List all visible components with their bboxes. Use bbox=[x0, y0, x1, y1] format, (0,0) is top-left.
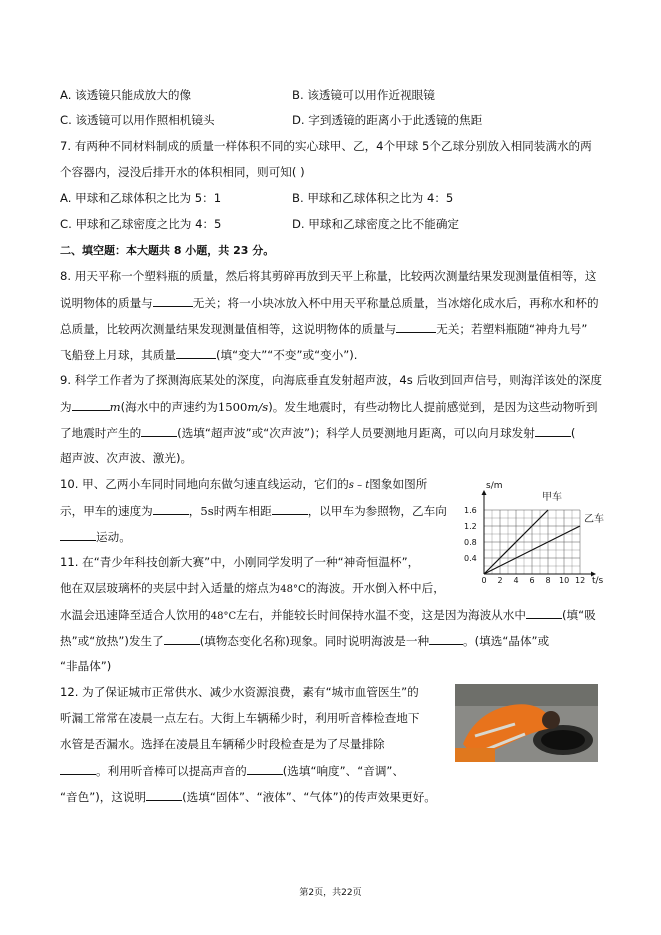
answer-blank[interactable] bbox=[164, 633, 200, 645]
melting-point: 48°C bbox=[280, 584, 306, 595]
q11-text: 左右，并能较长时间保持水温不变，这是因为海波从水中 bbox=[236, 608, 526, 622]
q9-line2 bbox=[60, 399, 597, 415]
q9-line4: 超声波、次声波、激光)。 bbox=[60, 451, 193, 465]
q11-text: (填“吸 bbox=[561, 608, 596, 622]
y-tick-label: 0.8 bbox=[464, 538, 477, 547]
q10-text: 10. 甲、乙两小车同时同地向东做匀速直线运动，它们的 bbox=[60, 477, 349, 491]
q10-text: 时两车相距 bbox=[213, 504, 272, 518]
series-label: 甲车 bbox=[542, 492, 562, 503]
answer-blank[interactable] bbox=[141, 425, 177, 437]
q8-text: 飞船登上月球，其质量 bbox=[60, 348, 176, 362]
q8-text: 总质量，比较两次测量结果发现测量值相等，这说明物体的质量与 bbox=[60, 322, 397, 336]
answer-blank[interactable] bbox=[396, 321, 436, 333]
q6-option-a: A. 该透镜只能成放大的像 bbox=[60, 88, 192, 102]
q12-text: 。利用听音棒可以提高声音的 bbox=[96, 764, 247, 778]
q9-line3 bbox=[60, 425, 575, 441]
x-tick-label: 12 bbox=[575, 576, 586, 585]
answer-blank[interactable] bbox=[272, 503, 308, 515]
q12-text: (选填“固体”、“液体”、“气体”)的传声效果更好。 bbox=[182, 790, 436, 804]
q6-option-b: B. 该透镜可以用作近视眼镜 bbox=[292, 88, 435, 102]
answer-blank[interactable] bbox=[153, 295, 193, 307]
q12-line1: 12. 为了保证城市正常供水、减少水资源浪费，素有“城市血管医生”的 bbox=[60, 685, 419, 699]
q8-text: 说明物体的质量与 bbox=[60, 296, 153, 310]
answer-blank[interactable] bbox=[60, 529, 96, 541]
q8-line3 bbox=[60, 321, 587, 337]
q9-text: (选填“超声波”或“次声波”)；科学人员要测地月距离，可以向月球发射 bbox=[177, 426, 535, 440]
q9-text: (海水中的声速约为 bbox=[120, 400, 218, 414]
st-symbol: s – t bbox=[348, 480, 370, 491]
q9-text: 了地震时产生的 bbox=[60, 426, 142, 440]
q12-line5 bbox=[60, 789, 436, 805]
q7-option-c: C. 甲球和乙球密度之比为 4：5 bbox=[60, 217, 222, 231]
q11-line2 bbox=[60, 581, 445, 597]
q6-option-c: C. 该透镜可以用作照相机镜头 bbox=[60, 113, 215, 127]
q10-text: ，以甲车为参照物，乙车向 bbox=[307, 504, 447, 518]
q10-text: 示，甲车的速度为 bbox=[60, 504, 153, 518]
answer-blank[interactable] bbox=[526, 607, 562, 619]
answer-blank[interactable] bbox=[176, 347, 216, 359]
answer-blank[interactable] bbox=[146, 789, 182, 801]
speed-unit: m/s bbox=[247, 400, 269, 414]
q9-line1: 9. 科学工作者为了探测海底某处的深度，向海底垂直发射超声波，4s 后收到回声信号，则海洋该处的深度 bbox=[60, 373, 602, 387]
x-tick-label: 0 bbox=[481, 576, 487, 585]
q9-text: 为 bbox=[60, 400, 72, 414]
q10-line2 bbox=[60, 503, 447, 519]
q8-line2 bbox=[60, 295, 599, 311]
q8-line1: 8. 用天平称一个塑料瓶的质量，然后将其剪碎再放到天平上称量，比较两次测量结果发现测量值相等，这 bbox=[60, 269, 597, 283]
q10-text: 图象如图所 bbox=[369, 477, 428, 491]
y-axis-label: s/m bbox=[486, 481, 503, 491]
unit-m: m bbox=[109, 400, 121, 414]
answer-blank[interactable] bbox=[72, 399, 110, 411]
q10-line1 bbox=[60, 477, 427, 493]
time-value: 5s bbox=[200, 504, 214, 518]
q8-text: 无关；若塑料瓶随“神舟九号” bbox=[436, 322, 588, 336]
st-graph bbox=[458, 476, 608, 586]
q10-line3 bbox=[60, 529, 131, 545]
x-tick-label: 2 bbox=[497, 576, 503, 585]
q11-line5: “非晶体”) bbox=[60, 659, 112, 673]
q12-line4 bbox=[60, 763, 404, 779]
q12-line3: 水管是否漏水。选择在凌晨且车辆稀少时段检查是为了尽量排除 bbox=[60, 737, 385, 751]
q8-line4 bbox=[60, 347, 357, 363]
y-tick-label: 1.6 bbox=[464, 506, 477, 515]
q11-line4 bbox=[60, 633, 549, 649]
q11-line3 bbox=[60, 607, 596, 624]
answer-blank[interactable] bbox=[153, 503, 189, 515]
q8-text: 无关；将一小块冰放入杯中用天平称量总质量，当冰熔化成水后，再称水和杯的 bbox=[192, 296, 599, 310]
leak-detector-photo bbox=[455, 684, 598, 762]
x-tick-label: 8 bbox=[545, 576, 551, 585]
q11-text: 水温会迅速降至适合人饮用的 bbox=[60, 608, 211, 622]
x-tick-label: 6 bbox=[529, 576, 535, 585]
q10-text: 运动。 bbox=[96, 530, 131, 544]
speed-value: 1500 bbox=[217, 400, 248, 414]
q11-text: 。(填选“晶体”或 bbox=[463, 634, 550, 648]
q8-text: (填“变大”“不变”或“变小”). bbox=[215, 348, 358, 362]
q12-text: “音色”)，这说明 bbox=[60, 790, 147, 804]
q7-option-b: B. 甲球和乙球体积之比为 4：5 bbox=[292, 191, 454, 205]
section-title: 二、填空题：本大题共 8 小题，共 23 分。 bbox=[60, 244, 275, 257]
q9-text: ( bbox=[570, 426, 576, 440]
q10-text: ， bbox=[188, 504, 201, 518]
answer-blank[interactable] bbox=[535, 425, 571, 437]
x-axis-label: t/s bbox=[592, 576, 604, 586]
q7-line2: 个容器内，浸没后排开水的体积相同，则可知( ) bbox=[60, 165, 305, 179]
answer-blank[interactable] bbox=[429, 633, 463, 645]
y-tick-label: 0.4 bbox=[464, 554, 477, 563]
q11-text: 热”或“放热”)发生了 bbox=[60, 634, 164, 648]
q12-text: (选填“响度”、“音调”、 bbox=[282, 764, 405, 778]
q11-text: 的海波。开水倒入杯中后， bbox=[305, 581, 445, 595]
x-tick-label: 4 bbox=[513, 576, 519, 585]
q11-text: (填物态变化名称)现象。同时说明海波是一种 bbox=[199, 634, 430, 648]
x-tick-label: 10 bbox=[559, 576, 570, 585]
y-tick-label: 1.2 bbox=[464, 522, 477, 531]
answer-blank[interactable] bbox=[60, 763, 96, 775]
q9-text: )。发生地震时，有些动物比人提前感觉到，是因为这些动物听到 bbox=[268, 400, 598, 414]
q7-option-d: D. 甲球和乙球密度之比不能确定 bbox=[292, 217, 460, 231]
answer-blank[interactable] bbox=[247, 763, 283, 775]
q7-line1: 7. 有两种不同材料制成的质量一样体积不同的实心球甲、乙，4个甲球 5个乙球分别放入相同装满水的两 bbox=[60, 139, 592, 153]
q6-option-d: D. 字到透镜的距离小于此透镜的焦距 bbox=[292, 113, 483, 127]
q11-line1: 11. 在“青少年科技创新大赛”中，小刚同学发明了一种“神奇恒温杯”， bbox=[60, 555, 420, 569]
page-footer: 第2页，共22页 bbox=[299, 888, 362, 898]
temperature-value: 48°C bbox=[210, 611, 237, 622]
q12-line2: 听漏工常常在凌晨一点左右。大街上车辆稀少时，利用听音棒检查地下 bbox=[60, 711, 420, 725]
q11-text: 他在双层玻璃杯的夹层中封入适量的熔点为 bbox=[60, 581, 281, 595]
q7-option-a: A. 甲球和乙球体积之比为 5：1 bbox=[60, 191, 222, 205]
series-label: 乙车 bbox=[584, 514, 604, 525]
